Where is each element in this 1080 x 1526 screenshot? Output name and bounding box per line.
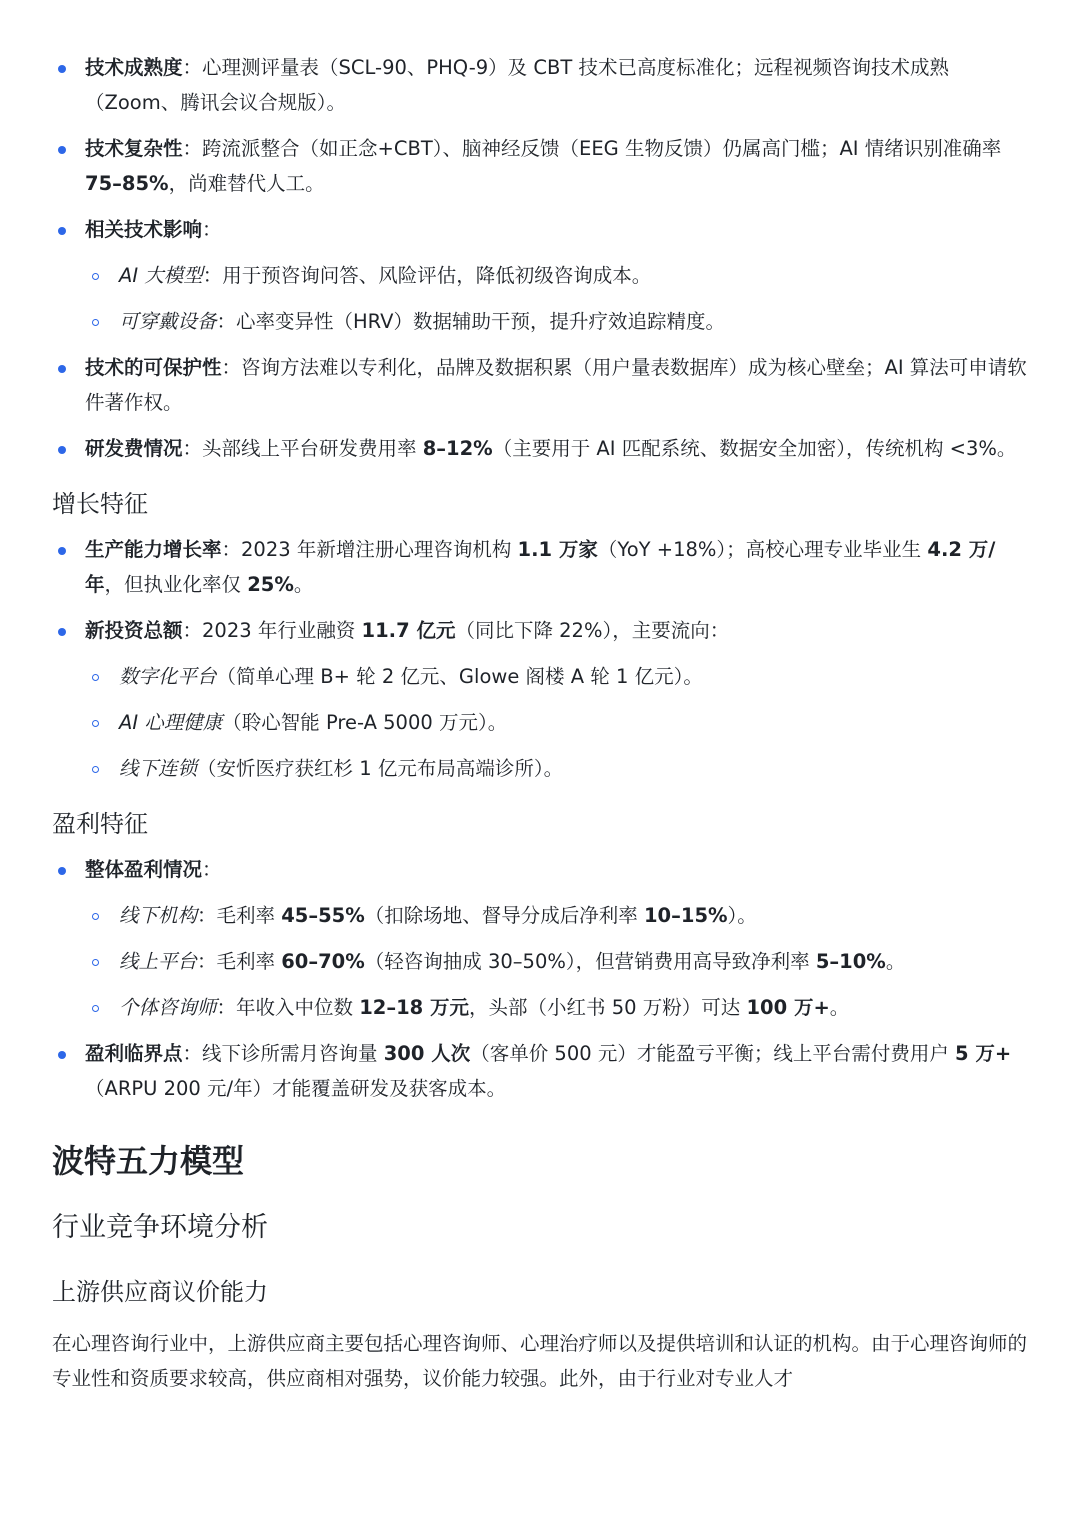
sub-list-item: AI 大模型：用于预咨询问答、风险评估，降低初级咨询成本。 bbox=[52, 258, 1028, 293]
list-item: 相关技术影响： bbox=[52, 212, 1028, 247]
sub-list-item: AI 心理健康（聆心智能 Pre-A 5000 万元）。 bbox=[52, 705, 1028, 740]
sub-list-item: 线上平台：毛利率 60–70%（轻咨询抽成 30–50%），但营销费用高导致净利率 5–10%。 bbox=[52, 944, 1028, 979]
profit-heading: 盈利特征 bbox=[52, 810, 148, 838]
tech-list bbox=[52, 50, 1028, 466]
list-item: 研发费情况：头部线上平台研发费用率 8–12%（主要用于 AI 匹配系统、数据安全加密），传统机构 <3%。 bbox=[52, 431, 1028, 466]
list-item: 技术成熟度：心理测评量表（SCL-90、PHQ-9）及 CBT 技术已高度标准化；远程视频咨询技术成熟（Zoom、腾讯会议合规版）。 bbox=[52, 50, 1028, 120]
competition-heading: 行业竞争环境分析 bbox=[52, 1212, 268, 1243]
list-item: 生产能力增长率：2023 年新增注册心理咨询机构 1.1 万家（YoY +18%）；高校心理专业毕业生 4.2 万/年，但执业化率仅 25%。 bbox=[52, 532, 1028, 602]
list-item: 新投资总额：2023 年行业融资 11.7 亿元（同比下降 22%），主要流向： bbox=[52, 613, 1028, 648]
porter-title: 波特五力模型 bbox=[52, 1142, 245, 1180]
list-item: 技术的可保护性：咨询方法难以专利化，品牌及数据积累（用户量表数据库）成为核心壁垒；AI 算法可申请软件著作权。 bbox=[52, 350, 1028, 420]
sub-list-item: 数字化平台（简单心理 B+ 轮 2 亿元、Glowe 阁楼 A 轮 1 亿元）。 bbox=[52, 659, 1028, 694]
supplier-paragraph: 在心理咨询行业中，上游供应商主要包括心理咨询师、心理治疗师以及提供培训和认证的机构。由于心理咨询师的专业性和资质要求较高，供应商相对强势，议价能力较强。此外，由于行业对专业人才 bbox=[52, 1332, 1028, 1390]
sub-list-item: 线下机构：毛利率 45–55%（扣除场地、督导分成后净利率 10–15%）。 bbox=[52, 898, 1028, 933]
sub-list-item: 个体咨询师：年收入中位数 12–18 万元，头部（小红书 50 万粉）可达 100 万+。 bbox=[52, 990, 1028, 1025]
list-item: 整体盈利情况： bbox=[52, 852, 1028, 887]
growth-heading: 增长特征 bbox=[52, 490, 148, 518]
growth-list bbox=[52, 532, 1028, 786]
supplier-heading: 上游供应商议价能力 bbox=[52, 1278, 268, 1306]
profit-list bbox=[52, 852, 1028, 1106]
list-item: 盈利临界点：线下诊所需月咨询量 300 人次（客单价 500 元）才能盈亏平衡；线上平台需付费用户 5 万+（ARPU 200 元/年）才能覆盖研发及获客成本。 bbox=[52, 1036, 1028, 1106]
list-item: 技术复杂性：跨流派整合（如正念+CBT）、脑神经反馈（EEG 生物反馈）仍属高门槛；AI 情绪识别准确率 75–85%，尚难替代人工。 bbox=[52, 131, 1028, 201]
sub-list-item: 线下连锁（安忻医疗获红杉 1 亿元布局高端诊所）。 bbox=[52, 751, 1028, 786]
sub-list-item: 可穿戴设备：心率变异性（HRV）数据辅助干预，提升疗效追踪精度。 bbox=[52, 304, 1028, 339]
